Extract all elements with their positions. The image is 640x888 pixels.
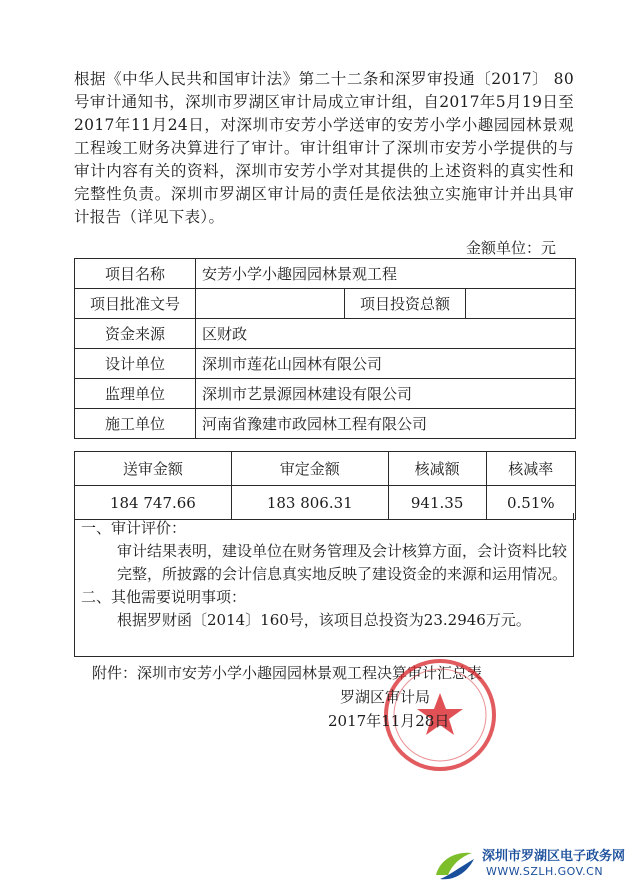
supervision-unit-label: 监理单位	[75, 379, 196, 409]
submitted-amount-header: 送审金额	[75, 452, 232, 486]
approval-number-value	[196, 289, 345, 319]
reduction-rate-header: 核减率	[486, 452, 575, 486]
site-url: WWW.SZLH.GOV.CN	[486, 865, 604, 878]
approved-amount-header: 审定金额	[231, 452, 388, 486]
approved-amount-value: 183 806.31	[231, 486, 388, 520]
design-unit-label: 设计单位	[75, 349, 196, 379]
amount-unit: 金额单位：元	[465, 239, 556, 257]
total-investment-label: 项目投资总额	[345, 289, 466, 319]
signature-date: 2017年11月28日	[328, 712, 450, 730]
construction-unit-label: 施工单位	[75, 409, 196, 439]
evaluation-body: 审计结果表明，建设单位在财务管理及会计核算方面，会计资料比较完整，所披露的会计信息真实地反映了建设资金的来源和运用情况。	[117, 542, 568, 583]
reduction-amount-header: 核减额	[388, 452, 486, 486]
attachment-line: 附件：深圳市安芳小学小趣园园林景观工程决算审计汇总表	[92, 664, 483, 682]
construction-unit-value: 河南省豫建市政园林工程有限公司	[196, 409, 576, 439]
reduction-amount-value: 941.35	[388, 486, 486, 520]
site-logo-icon	[430, 845, 478, 885]
project-name-value: 安芳小学小趣园园林景观工程	[196, 259, 576, 289]
fund-source-label: 资金来源	[75, 319, 196, 349]
body-paragraph: 根据《中华人民共和国审计法》第二十二条和深罗审投通〔2017〕 80号审计通知书，深圳市罗湖区审计局成立审计组，自2017年5月19日至2017年11月24日，对深圳市安芳小学送审的安芳小学小趣园园林景观工程竣工财务决算进行了审计。审计组审计了深圳市安芳小学提供的与审计内容有关的资料，深圳市安芳小学对其提供的上述资料的真实性和完整性负责。深圳市罗湖区审计局的责任是依法独立实施审计并出具审计报告（详见下表）。	[74, 70, 574, 226]
site-name: 深圳市罗湖区电子政务网	[482, 849, 626, 864]
audit-amount-table	[74, 451, 576, 520]
project-info-table	[74, 258, 576, 439]
supervision-unit-value: 深圳市艺景源园林建设有限公司	[196, 379, 576, 409]
evaluation-title: 一、审计评价：	[81, 519, 187, 537]
other-matters-body: 根据罗财函〔2014〕160号，该项目总投资为23.2946万元。	[117, 611, 531, 629]
submitted-amount-value: 184 747.66	[75, 486, 232, 520]
footer-brand	[430, 845, 640, 885]
audit-notes	[74, 513, 574, 657]
fund-source-value: 区财政	[196, 319, 576, 349]
signature-organization: 罗湖区审计局	[340, 688, 431, 706]
design-unit-value: 深圳市莲花山园林有限公司	[196, 349, 576, 379]
reduction-rate-value: 0.51%	[486, 486, 575, 520]
total-investment-value	[466, 289, 576, 319]
other-matters-title: 二、其他需要说明事项：	[81, 588, 247, 606]
project-name-label: 项目名称	[75, 259, 196, 289]
approval-number-label: 项目批准文号	[75, 289, 196, 319]
